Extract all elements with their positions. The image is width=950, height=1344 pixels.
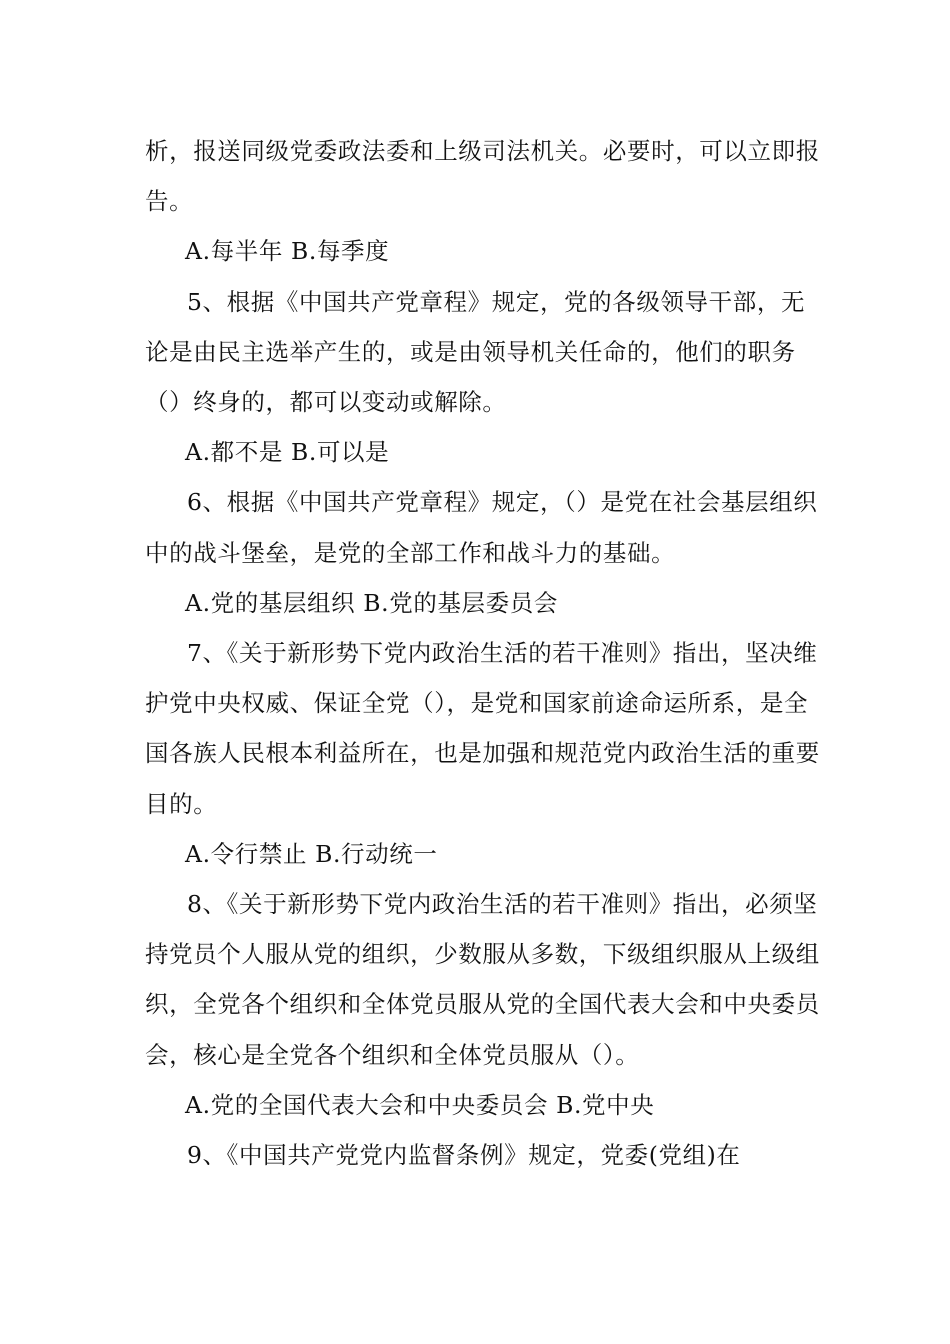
question-6: 6、根据《中国共产党章程》规定，（）是党在社会基层组织中的战斗堡垒，是党的全部工作和战斗力的基础。 — [145, 488, 818, 567]
answer-options-q7: A.令行禁止 B.行动统一 — [185, 839, 438, 868]
answer-options-q4: A.每半年 B.每季度 — [185, 237, 390, 266]
question-9: 9、《中国共产党党内监督条例》规定，党委(党组)在 — [187, 1141, 741, 1170]
question-8: 8、《关于新形势下党内政治生活的若干准则》指出，必须坚持党员个人服从党的组织，少数服从多数，下级组织服从上级组织，全党各个组织和全体党员服从党的全国代表大会和中央委员会，核心是全党各个组织和全体党员服从（）。 — [145, 890, 820, 1069]
question-7: 7、《关于新形势下党内政治生活的若干准则》指出，坚决维护党中央权威、保证全党（），是党和国家前途命运所系，是全国各族人民根本利益所在，也是加强和规范党内政治生活的重要目的。 — [145, 639, 820, 818]
answer-options-q8: A.党的全国代表大会和中央委员会 B.党中央 — [185, 1090, 655, 1119]
answer-options-q5: A.都不是 B.可以是 — [185, 438, 390, 467]
question-5: 5、根据《中国共产党章程》规定，党的各级领导干部，无论是由民主选举产生的，或是由领导机关任命的，他们的职务（）终身的，都可以变动或解除。 — [145, 287, 806, 417]
answer-options-q6: A.党的基层组织 B.党的基层委员会 — [185, 588, 558, 617]
document-body — [145, 126, 825, 1180]
paragraph-continuation: 析，报送同级党委政法委和上级司法机关。必要时，可以立即报告。 — [145, 137, 820, 216]
